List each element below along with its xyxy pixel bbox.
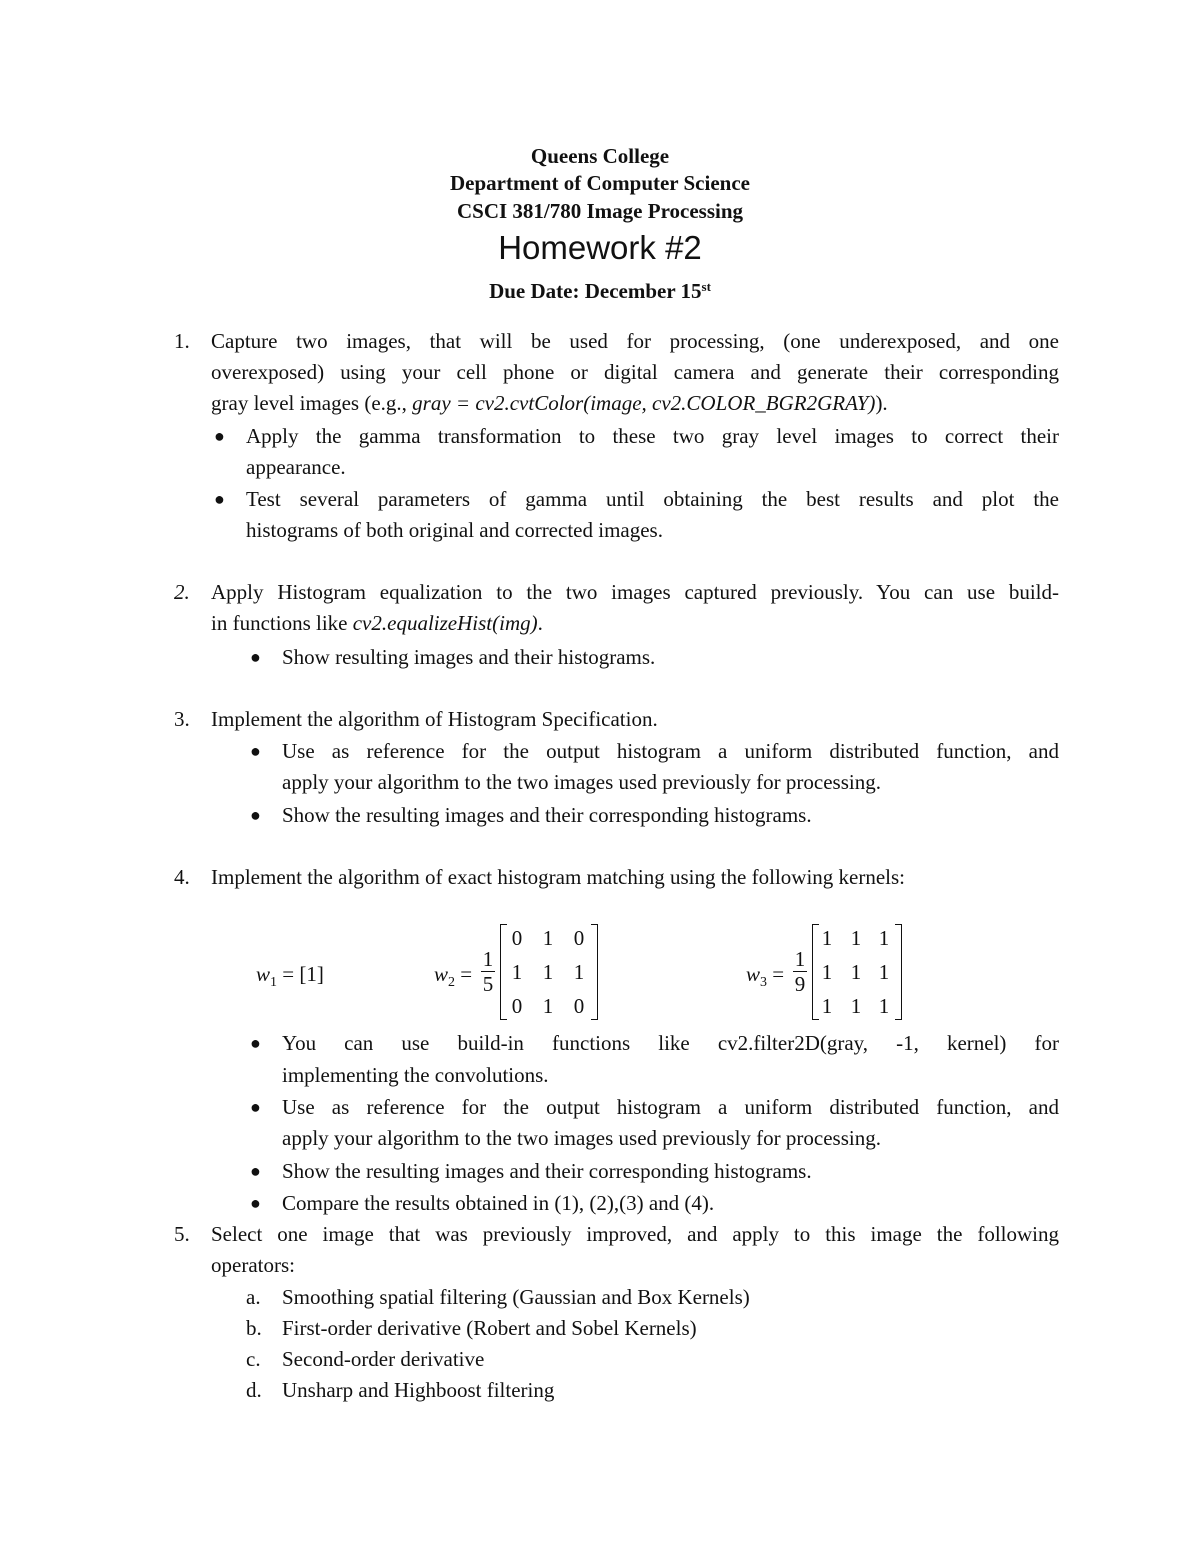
q1-bullet-1-line-2: appearance. xyxy=(246,455,346,479)
bullet-icon: ● xyxy=(250,805,261,825)
kernel-w2-equals: = xyxy=(460,962,473,986)
matrix-cell: 1 xyxy=(511,960,523,984)
kernel-w3-fraction xyxy=(791,948,809,995)
matrix-cell: 1 xyxy=(821,994,833,1018)
q3-number: 3. xyxy=(174,707,190,731)
kernel-w1-value: [1] xyxy=(299,962,324,986)
q2-number-text: 2. xyxy=(174,580,190,604)
matrix-cell: 1 xyxy=(821,960,833,984)
matrix-cell: 1 xyxy=(542,926,554,950)
q1-bullet-2-line-1: Test several parameters of gamma until obtaining the best results and plot the xyxy=(246,487,1059,511)
kernel-w1 xyxy=(256,962,324,991)
due-date xyxy=(0,273,1200,305)
q1-line-1: Capture two images, that will be used for processing, (one underexposed, and one xyxy=(211,329,1059,353)
q3-bullet-2: Show the resulting images and their corresponding histograms. xyxy=(282,803,812,827)
q5-item-letter: b. xyxy=(246,1316,262,1340)
q1-bullet-2-line-2: histograms of both original and corrected images. xyxy=(246,518,663,542)
q5-line-2: operators: xyxy=(211,1253,295,1277)
q1-bullet-1-line-1: Apply the gamma transformation to these two gray level images to correct their xyxy=(246,424,1059,448)
q3-bullet-1-line-2: apply your algorithm to the two images used previously for processing. xyxy=(282,770,881,794)
q2-line-2 xyxy=(211,608,543,638)
kernel-w2-subscript: 2 xyxy=(448,975,456,990)
course-name: CSCI 381/780 Image Processing xyxy=(456,199,744,223)
kernel-w1-subscript: 1 xyxy=(270,975,278,990)
matrix-cell: 1 xyxy=(573,960,585,984)
matrix-cell: 1 xyxy=(821,926,833,950)
q4-number: 4. xyxy=(174,865,190,889)
matrix-cell: 1 xyxy=(878,994,890,1018)
due-date-text: Due Date: December 15 xyxy=(489,279,702,303)
q5-number: 5. xyxy=(174,1222,190,1246)
kernel-w2-matrix xyxy=(500,924,598,1020)
bullet-icon: ● xyxy=(250,1033,261,1053)
matrix-cell: 1 xyxy=(850,994,862,1018)
matrix-cell: 0 xyxy=(573,994,585,1018)
q3-bullet-1-line-1: Use as reference for the output histogram a uniform distributed function, and xyxy=(282,739,1059,763)
q4-bullet-1-line-1: You can use build-in functions like cv2.filter2D(gray, -1, kernel) for xyxy=(282,1031,1059,1055)
bullet-icon: ● xyxy=(250,1097,261,1117)
q5-item-letter: d. xyxy=(246,1378,262,1402)
kernel-w3-matrix xyxy=(812,924,902,1020)
kernel-w2-numerator: 1 xyxy=(482,947,494,971)
due-date-suffix: st xyxy=(701,279,711,294)
q2-number xyxy=(174,577,190,607)
q5-item-letter: a. xyxy=(246,1285,261,1309)
q4-bullet-4: Compare the results obtained in (1), (2),(3) and (4). xyxy=(282,1191,715,1215)
kernel-w3-numerator: 1 xyxy=(794,947,806,971)
matrix-cell: 1 xyxy=(542,994,554,1018)
homework-title: Homework #2 xyxy=(498,229,702,266)
q5-item: Smoothing spatial filtering (Gaussian and Box Kernels) xyxy=(282,1285,750,1309)
q5-item: First-order derivative (Robert and Sobel Kernels) xyxy=(282,1316,697,1340)
kernel-w3-subscript: 3 xyxy=(760,975,768,990)
q4-bullet-2-line-2: apply your algorithm to the two images used previously for processing. xyxy=(282,1126,881,1150)
q1-number: 1. xyxy=(174,329,190,353)
kernel-w2-symbol: w xyxy=(434,962,449,986)
q1-line-3 xyxy=(211,388,888,418)
q1-code: gray = cv2.cvtColor(image, cv2.COLOR_BGR2GRAY) xyxy=(412,391,876,415)
q2-line-2-end: . xyxy=(537,611,543,635)
matrix-cell: 1 xyxy=(850,926,862,950)
matrix-cell: 0 xyxy=(511,926,523,950)
matrix-cell: 1 xyxy=(878,960,890,984)
kernel-w3-equals: = xyxy=(772,962,785,986)
matrix-cell: 0 xyxy=(573,926,585,950)
bullet-icon: ● xyxy=(214,426,225,446)
bullet-icon: ● xyxy=(214,489,225,509)
kernel-w2-fraction xyxy=(479,948,497,995)
q4-line-1: Implement the algorithm of exact histogram matching using the following kernels: xyxy=(211,865,906,889)
q4-bullet-3: Show the resulting images and their corresponding histograms. xyxy=(282,1159,812,1183)
matrix-cell: 1 xyxy=(878,926,890,950)
kernel-w3-label xyxy=(746,962,784,991)
q5-item: Second-order derivative xyxy=(282,1347,485,1371)
kernel-w2-label xyxy=(434,962,472,991)
q5-item-letter: c. xyxy=(246,1347,261,1371)
kernel-w1-equals: = xyxy=(282,962,295,986)
q2-code: cv2.equalizeHist(img) xyxy=(352,611,538,635)
bullet-icon: ● xyxy=(250,741,261,761)
q4-bullet-1-line-2: implementing the convolutions. xyxy=(282,1063,549,1087)
q2-line-1: Apply Histogram equalization to the two images captured previously. You can use build- xyxy=(211,580,1059,604)
matrix-cell: 0 xyxy=(511,994,523,1018)
matrix-cell: 1 xyxy=(542,960,554,984)
college-name: Queens College xyxy=(530,144,670,168)
matrix-cell: 1 xyxy=(850,960,862,984)
kernel-w2-denominator: 5 xyxy=(482,972,494,996)
q1-line-3-start: gray level images (e.g., xyxy=(211,391,413,415)
q1-line-2: overexposed) using your cell phone or digital camera and generate their corresponding xyxy=(211,360,1059,384)
q2-bullet-1: Show resulting images and their histograms. xyxy=(282,645,656,669)
q3-line-1: Implement the algorithm of Histogram Specification. xyxy=(211,707,658,731)
kernel-w3-denominator: 9 xyxy=(794,972,806,996)
q1-line-3-end: ). xyxy=(875,391,888,415)
kernel-w1-symbol: w xyxy=(256,962,271,986)
q5-item: Unsharp and Highboost filtering xyxy=(282,1378,555,1402)
kernel-w3-symbol: w xyxy=(746,962,761,986)
bullet-icon: ● xyxy=(250,1161,261,1181)
bullet-icon: ● xyxy=(250,647,261,667)
q2-line-2-start: in functions like xyxy=(211,611,353,635)
q5-line-1: Select one image that was previously improved, and apply to this image the following xyxy=(211,1222,1059,1246)
bullet-icon: ● xyxy=(250,1193,261,1213)
department-name: Department of Computer Science xyxy=(450,171,750,195)
q4-bullet-2-line-1: Use as reference for the output histogram a uniform distributed function, and xyxy=(282,1095,1059,1119)
